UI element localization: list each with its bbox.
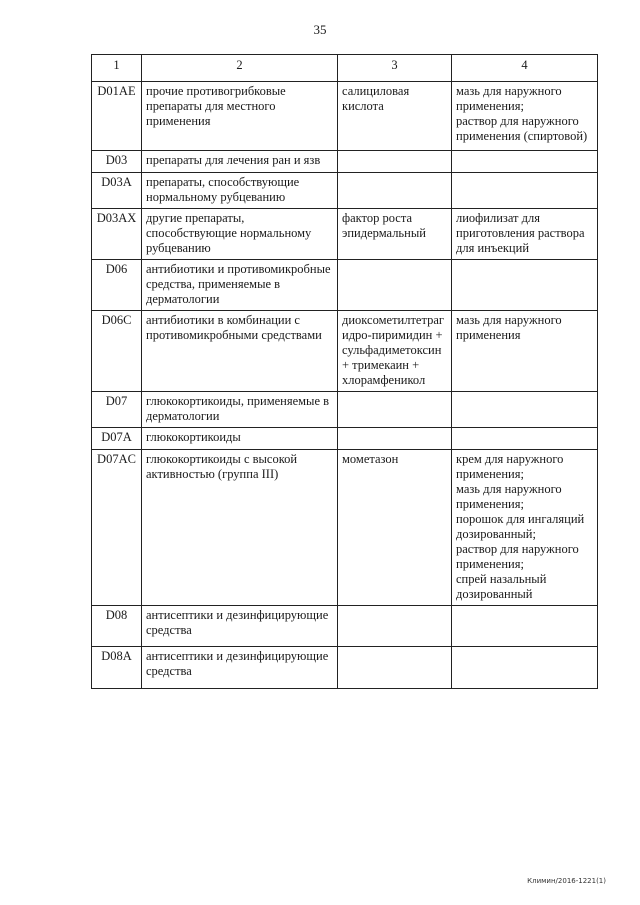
code-cell	[92, 428, 142, 450]
code-cell-line: D06	[105, 262, 128, 276]
dosage-form-cell	[452, 392, 598, 428]
page-number: 35	[313, 22, 327, 37]
group-cell-line: другие препараты, способствующие нормальному рубцеванию	[146, 211, 312, 255]
substance-cell-line: диоксометилтетраг идро-пиримидин + сульфадиметоксин + тримекаин + хлорамфеникол	[342, 313, 445, 387]
code-cell-line: D01AE	[97, 84, 136, 98]
dosage-form-cell	[452, 209, 598, 260]
code-cell-line: D07A	[101, 430, 132, 444]
column-header: 4	[452, 55, 598, 82]
dosage-form-cell-line: раствор для наружного применения (спиртовой)	[456, 114, 588, 143]
group-cell	[142, 260, 338, 311]
substance-cell	[338, 260, 452, 311]
group-cell	[142, 173, 338, 209]
group-cell-line: антибиотики в комбинации с противомикробными средствами	[146, 313, 322, 342]
group-cell-line: препараты, способствующие нормальному рубцеванию	[146, 175, 300, 204]
code-cell	[92, 311, 142, 392]
dosage-form-cell	[452, 428, 598, 450]
code-cell-line: D08A	[101, 649, 132, 663]
group-cell	[142, 450, 338, 606]
dosage-form-cell	[452, 260, 598, 311]
table-row	[92, 311, 598, 392]
group-cell	[142, 151, 338, 173]
code-cell-line: D08	[105, 608, 128, 622]
code-cell-line: D03AX	[96, 211, 137, 225]
code-cell	[92, 209, 142, 260]
group-cell	[142, 392, 338, 428]
table-body	[92, 82, 598, 689]
group-cell-line: антисептики и дезинфицирующие средства	[146, 649, 329, 678]
substance-cell	[338, 647, 452, 689]
dosage-form-cell-line: мазь для наружного применения;	[456, 84, 562, 113]
code-cell-line: D07	[105, 394, 128, 408]
dosage-form-cell-line: раствор для наружного применения;	[456, 542, 579, 571]
group-cell-line: глюкокортикоиды, применяемые в дерматологии	[146, 394, 330, 423]
substance-cell	[338, 392, 452, 428]
table-row	[92, 450, 598, 606]
substance-cell	[338, 82, 452, 151]
code-cell-line: D06C	[101, 313, 132, 327]
code-cell	[92, 82, 142, 151]
dosage-form-cell	[452, 173, 598, 209]
code-cell	[92, 260, 142, 311]
code-cell	[92, 606, 142, 647]
group-cell-line: прочие противогрибковые препараты для местного применения	[146, 84, 286, 128]
group-cell-line: препараты для лечения ран и язв	[146, 153, 321, 167]
group-cell-line: глюкокортикоиды с высокой активностью (группа III)	[146, 452, 298, 481]
substance-cell	[338, 428, 452, 450]
column-header: 2	[142, 55, 338, 82]
code-cell-line: D03	[105, 153, 128, 167]
dosage-form-cell	[452, 151, 598, 173]
dosage-form-cell	[452, 82, 598, 151]
table-row	[92, 173, 598, 209]
column-header: 3	[338, 55, 452, 82]
substance-cell	[338, 450, 452, 606]
substance-cell	[338, 311, 452, 392]
code-cell	[92, 392, 142, 428]
code-cell-line: D07AC	[97, 452, 136, 466]
substance-cell-line: мометазон	[342, 452, 399, 466]
document-stamp: Климин/2016-1221(1)	[527, 877, 606, 885]
group-cell	[142, 428, 338, 450]
table-row	[92, 647, 598, 689]
dosage-form-cell	[452, 450, 598, 606]
code-cell	[92, 151, 142, 173]
substance-cell	[338, 606, 452, 647]
table-row	[92, 260, 598, 311]
table-header-row	[92, 55, 598, 82]
code-cell	[92, 647, 142, 689]
table-row	[92, 209, 598, 260]
group-cell	[142, 82, 338, 151]
table-row	[92, 606, 598, 647]
group-cell	[142, 311, 338, 392]
dosage-form-cell	[452, 606, 598, 647]
group-cell	[142, 606, 338, 647]
dosage-form-cell-line: мазь для наружного применения	[456, 313, 562, 342]
group-cell	[142, 209, 338, 260]
code-cell	[92, 450, 142, 606]
dosage-form-cell-line: мазь для наружного применения;	[456, 482, 562, 511]
group-cell-line: глюкокортикоиды	[146, 430, 241, 444]
dosage-form-cell	[452, 647, 598, 689]
table-row	[92, 82, 598, 151]
dosage-form-cell-line: лиофилизат для приготовления раствора для инъекций	[456, 211, 585, 255]
column-header: 1	[92, 55, 142, 82]
group-cell	[142, 647, 338, 689]
group-cell-line: антисептики и дезинфицирующие средства	[146, 608, 329, 637]
substance-cell-line: фактор роста эпидермальный	[342, 211, 426, 240]
drug-classification-table	[91, 54, 598, 689]
table-row	[92, 151, 598, 173]
substance-cell-line: салициловая кислота	[342, 84, 410, 113]
code-cell-line: D03A	[101, 175, 132, 189]
table-row	[92, 428, 598, 450]
dosage-form-cell-line: спрей назальный дозированный	[456, 572, 547, 601]
dosage-form-cell	[452, 311, 598, 392]
dosage-form-cell-line: порошок для ингаляций дозированный;	[456, 512, 585, 541]
table-row	[92, 392, 598, 428]
code-cell	[92, 173, 142, 209]
substance-cell	[338, 209, 452, 260]
substance-cell	[338, 151, 452, 173]
group-cell-line: антибиотики и противомикробные средства, применяемые в дерматологии	[146, 262, 331, 306]
dosage-form-cell-line: крем для наружного применения;	[456, 452, 564, 481]
substance-cell	[338, 173, 452, 209]
